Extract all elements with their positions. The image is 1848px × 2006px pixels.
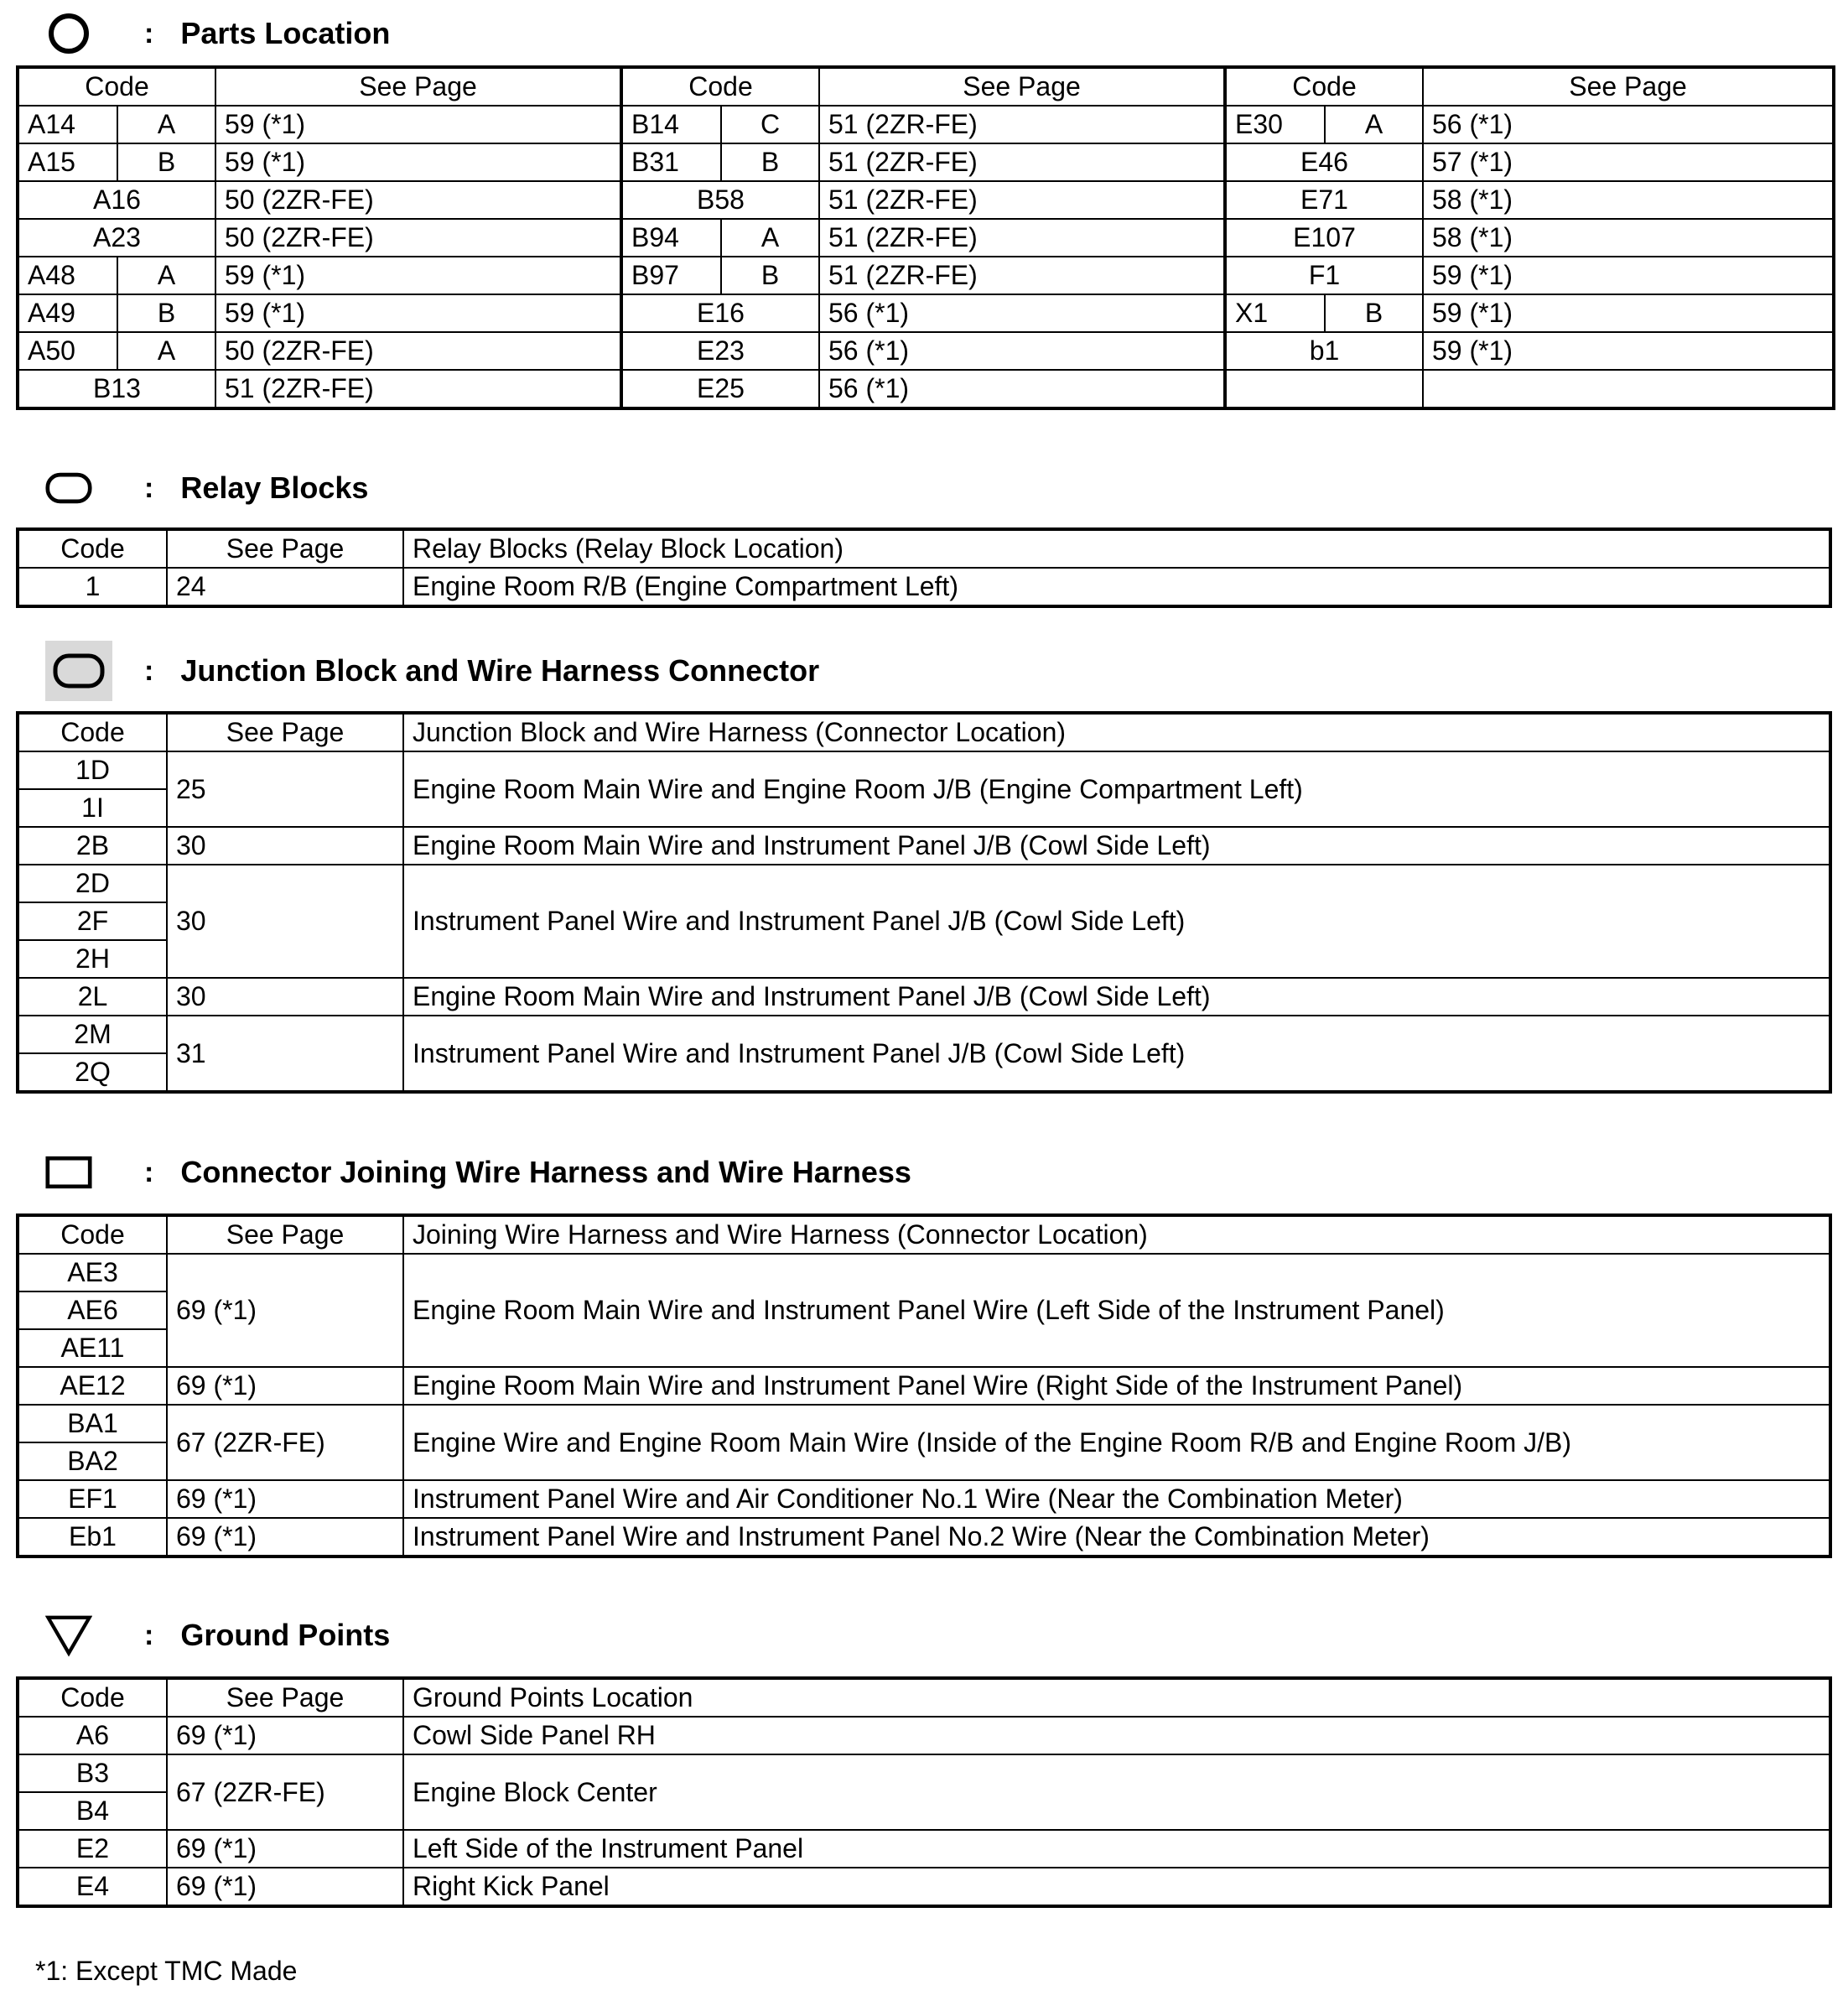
triangle-down-icon: [45, 1612, 92, 1659]
table-header-row: [18, 1215, 1830, 1254]
connector-code: AE3: [18, 1254, 167, 1291]
column-header: Code: [18, 529, 167, 568]
part-code: B14: [621, 106, 721, 143]
table-row: [18, 106, 1834, 143]
location-description: Cowl Side Panel RH: [403, 1717, 1830, 1754]
relay-blocks-heading: [45, 463, 368, 513]
ground-points-table: [16, 1676, 1832, 1908]
part-sub-code: A: [117, 106, 215, 143]
location-description: Left Side of the Instrument Panel: [403, 1830, 1830, 1868]
connector-code: EF1: [18, 1480, 167, 1518]
see-page-value: 30: [167, 978, 403, 1016]
part-sub-code: A: [117, 257, 215, 294]
see-page-value: 50 (2ZR-FE): [215, 219, 621, 257]
column-header: Ground Points Location: [403, 1678, 1830, 1717]
parts-location-heading: [45, 8, 390, 59]
see-page-value: 51 (2ZR-FE): [819, 143, 1225, 181]
table-row: [18, 1254, 1830, 1291]
column-header: Junction Block and Wire Harness (Connector Location): [403, 713, 1830, 751]
connector-code: E4: [18, 1868, 167, 1906]
section-title: Relay Blocks: [180, 470, 369, 505]
part-sub-code: B: [117, 143, 215, 181]
table-header-row: [18, 67, 1834, 106]
part-code: A49: [18, 294, 117, 332]
part-sub-code: A: [1325, 106, 1423, 143]
connector-code: A6: [18, 1717, 167, 1754]
location-description: Engine Block Center: [403, 1754, 1830, 1830]
rectangle-icon: [45, 1149, 92, 1196]
column-header: Code: [18, 1678, 167, 1717]
see-page-value: 67 (2ZR-FE): [167, 1754, 403, 1830]
table-row: [18, 1754, 1830, 1792]
location-description: Instrument Panel Wire and Instrument Panel J/B (Cowl Side Left): [403, 1016, 1830, 1092]
see-page-value: 59 (*1): [1423, 257, 1834, 294]
heading-colon: :: [144, 654, 154, 687]
see-page-value: 69 (*1): [167, 1367, 403, 1405]
see-page-value: 50 (2ZR-FE): [215, 332, 621, 370]
location-description: Engine Room Main Wire and Instrument Panel J/B (Cowl Side Left): [403, 827, 1830, 865]
table-row: [18, 751, 1830, 789]
table-row: [18, 1717, 1830, 1754]
see-page-value: 59 (*1): [215, 294, 621, 332]
location-description: Engine Wire and Engine Room Main Wire (Inside of the Engine Room R/B and Engine Room J/B): [403, 1405, 1830, 1480]
connector-code: 2L: [18, 978, 167, 1016]
part-code: E71: [1225, 181, 1423, 219]
see-page-value: 69 (*1): [167, 1518, 403, 1556]
see-page-value: 50 (2ZR-FE): [215, 181, 621, 219]
heading-colon: :: [144, 1619, 154, 1651]
section-title: Ground Points: [180, 1618, 391, 1652]
connector-code: AE6: [18, 1291, 167, 1329]
connector-code: BA2: [18, 1442, 167, 1480]
part-sub-code: A: [721, 219, 819, 257]
location-description: Engine Room Main Wire and Instrument Panel Wire (Left Side of the Instrument Panel): [403, 1254, 1830, 1367]
part-code: A16: [18, 181, 215, 219]
table-row: [18, 257, 1834, 294]
see-page-value: 30: [167, 827, 403, 865]
connector-code: 1D: [18, 751, 167, 789]
table-row: [18, 332, 1834, 370]
table-row: [18, 370, 1834, 408]
connector-code: AE11: [18, 1329, 167, 1367]
table-row: [18, 1480, 1830, 1518]
section-title: Parts Location: [180, 16, 391, 50]
table-row: [18, 865, 1830, 902]
see-page-value: 56 (*1): [819, 294, 1225, 332]
see-page-value: 56 (*1): [819, 370, 1225, 408]
see-page-value: 58 (*1): [1423, 181, 1834, 219]
ground-points-heading: [45, 1610, 390, 1660]
part-code: A15: [18, 143, 117, 181]
connector-code: B3: [18, 1754, 167, 1792]
part-code: B13: [18, 370, 215, 408]
connector-code: AE12: [18, 1367, 167, 1405]
see-page-value: 58 (*1): [1423, 219, 1834, 257]
table-row: [18, 294, 1834, 332]
see-page-value: 51 (2ZR-FE): [215, 370, 621, 408]
see-page-value: 59 (*1): [215, 143, 621, 181]
circle-icon: [45, 10, 92, 57]
see-page-value: 56 (*1): [1423, 106, 1834, 143]
part-code: E16: [621, 294, 819, 332]
see-page-value: 24: [167, 568, 403, 606]
table-row: [18, 827, 1830, 865]
connector-code: 2M: [18, 1016, 167, 1053]
parts-location-table: [16, 65, 1835, 410]
part-code: E30: [1225, 106, 1325, 143]
location-description: Instrument Panel Wire and Air Conditioner No.1 Wire (Near the Combination Meter): [403, 1480, 1830, 1518]
see-page-value: 69 (*1): [167, 1254, 403, 1367]
table-row: [18, 1405, 1830, 1442]
connector-code: 2D: [18, 865, 167, 902]
table-row: [18, 568, 1830, 606]
connector-joining-heading: [45, 1147, 911, 1198]
column-header: See Page: [167, 713, 403, 751]
see-page-value: 69 (*1): [167, 1830, 403, 1868]
location-description: Engine Room R/B (Engine Compartment Left): [403, 568, 1830, 606]
column-header: See Page: [167, 1678, 403, 1717]
table-row: [18, 1830, 1830, 1868]
see-page-value: 69 (*1): [167, 1868, 403, 1906]
part-code: E46: [1225, 143, 1423, 181]
table-row: [18, 1518, 1830, 1556]
table-row: [18, 1868, 1830, 1906]
rounded-rect-icon: [45, 465, 92, 512]
column-header: See Page: [1423, 67, 1834, 106]
part-code: A50: [18, 332, 117, 370]
column-header: Code: [18, 67, 215, 106]
see-page-value: 57 (*1): [1423, 143, 1834, 181]
part-sub-code: B: [117, 294, 215, 332]
connector-code: 1I: [18, 789, 167, 827]
heading-colon: :: [144, 17, 154, 49]
see-page-value: 59 (*1): [1423, 294, 1834, 332]
table-row: [18, 978, 1830, 1016]
see-page-value: 56 (*1): [819, 332, 1225, 370]
column-header: Joining Wire Harness and Wire Harness (Connector Location): [403, 1215, 1830, 1254]
part-sub-code: B: [1325, 294, 1423, 332]
connector-code: E2: [18, 1830, 167, 1868]
connector-code: 1: [18, 568, 167, 606]
column-header: See Page: [167, 1215, 403, 1254]
part-code: A14: [18, 106, 117, 143]
column-header: Relay Blocks (Relay Block Location): [403, 529, 1830, 568]
location-description: Instrument Panel Wire and Instrument Panel J/B (Cowl Side Left): [403, 865, 1830, 978]
part-code: [1225, 370, 1423, 408]
part-code: b1: [1225, 332, 1423, 370]
table-header-row: [18, 529, 1830, 568]
location-description: Right Kick Panel: [403, 1868, 1830, 1906]
section-title: Connector Joining Wire Harness and Wire Harness: [180, 1155, 911, 1189]
location-description: Instrument Panel Wire and Instrument Panel No.2 Wire (Near the Combination Meter): [403, 1518, 1830, 1556]
shaded-rounded-rect-icon: [45, 641, 112, 701]
connector-code: 2H: [18, 940, 167, 978]
junction-block-heading: [45, 646, 819, 696]
see-page-value: 31: [167, 1016, 403, 1092]
part-code: E23: [621, 332, 819, 370]
column-header: See Page: [215, 67, 621, 106]
see-page-value: 51 (2ZR-FE): [819, 257, 1225, 294]
see-page-value: [1423, 370, 1834, 408]
table-header-row: [18, 713, 1830, 751]
column-header: Code: [621, 67, 819, 106]
connector-code: 2B: [18, 827, 167, 865]
part-code: B97: [621, 257, 721, 294]
part-sub-code: A: [117, 332, 215, 370]
part-code: X1: [1225, 294, 1325, 332]
heading-colon: :: [144, 1156, 154, 1188]
table-row: [18, 143, 1834, 181]
location-description: Engine Room Main Wire and Instrument Panel Wire (Right Side of the Instrument Panel): [403, 1367, 1830, 1405]
column-header: Code: [1225, 67, 1423, 106]
location-description: Engine Room Main Wire and Engine Room J/B (Engine Compartment Left): [403, 751, 1830, 827]
junction-block-table: [16, 711, 1832, 1094]
part-sub-code: C: [721, 106, 819, 143]
see-page-value: 51 (2ZR-FE): [819, 106, 1225, 143]
footnote: *1: Except TMC Made: [35, 1956, 298, 1986]
part-code: F1: [1225, 257, 1423, 294]
column-header: See Page: [819, 67, 1225, 106]
connector-code: B4: [18, 1792, 167, 1830]
part-sub-code: B: [721, 143, 819, 181]
part-code: B94: [621, 219, 721, 257]
part-code: E25: [621, 370, 819, 408]
see-page-value: 51 (2ZR-FE): [819, 181, 1225, 219]
connector-code: BA1: [18, 1405, 167, 1442]
table-row: [18, 181, 1834, 219]
connector-joining-table: [16, 1213, 1832, 1558]
part-code: B31: [621, 143, 721, 181]
location-description: Engine Room Main Wire and Instrument Panel J/B (Cowl Side Left): [403, 978, 1830, 1016]
connector-code: Eb1: [18, 1518, 167, 1556]
column-header: Code: [18, 1215, 167, 1254]
column-header: See Page: [167, 529, 403, 568]
see-page-value: 59 (*1): [215, 106, 621, 143]
see-page-value: 67 (2ZR-FE): [167, 1405, 403, 1480]
see-page-value: 30: [167, 865, 403, 978]
connector-code: 2F: [18, 902, 167, 940]
see-page-value: 69 (*1): [167, 1717, 403, 1754]
see-page-value: 25: [167, 751, 403, 827]
part-code: B58: [621, 181, 819, 219]
connector-code: 2Q: [18, 1053, 167, 1092]
relay-blocks-table: [16, 527, 1832, 608]
table-row: [18, 1016, 1830, 1053]
part-code: A48: [18, 257, 117, 294]
see-page-value: 59 (*1): [1423, 332, 1834, 370]
see-page-value: 59 (*1): [215, 257, 621, 294]
part-code: E107: [1225, 219, 1423, 257]
section-title: Junction Block and Wire Harness Connector: [180, 653, 820, 688]
column-header: Code: [18, 713, 167, 751]
table-row: [18, 219, 1834, 257]
see-page-value: 69 (*1): [167, 1480, 403, 1518]
heading-colon: :: [144, 471, 154, 504]
table-row: [18, 1367, 1830, 1405]
table-header-row: [18, 1678, 1830, 1717]
part-code: A23: [18, 219, 215, 257]
part-sub-code: B: [721, 257, 819, 294]
see-page-value: 51 (2ZR-FE): [819, 219, 1225, 257]
